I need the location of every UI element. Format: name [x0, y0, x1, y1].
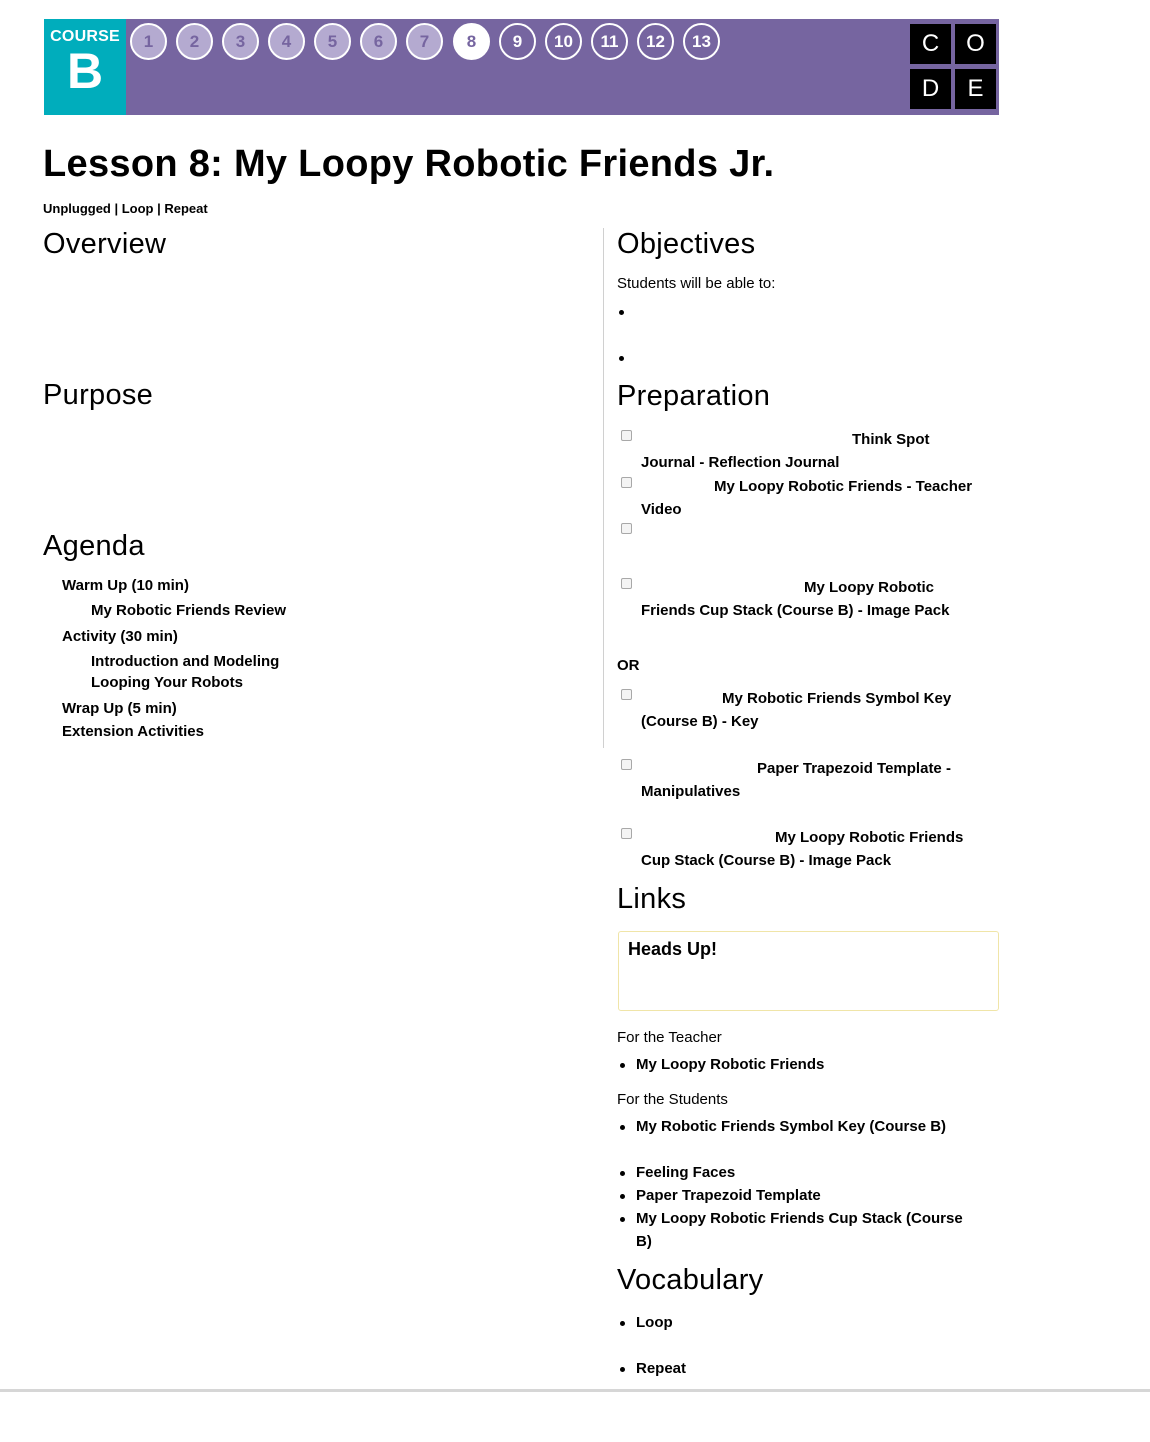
course-banner — [44, 19, 999, 115]
vocab-term: Loop — [636, 1314, 673, 1331]
lesson-link-6[interactable]: 6 — [360, 23, 397, 60]
prep-link[interactable]: My Robotic Friends Symbol Key — [722, 690, 952, 707]
agenda-extension-link[interactable]: Extension Activities — [62, 723, 204, 740]
agenda-intro-modeling-link[interactable]: Introduction and Modeling — [91, 653, 280, 670]
page-bottom-rule — [0, 1389, 1150, 1392]
objective-bullet — [619, 310, 624, 315]
prep-checkbox[interactable] — [621, 759, 632, 770]
for-teacher-label: For the Teacher — [617, 1029, 722, 1046]
or-label: OR — [617, 657, 640, 674]
prep-link[interactable]: Video — [641, 501, 682, 518]
lesson-link-13[interactable]: 13 — [683, 23, 720, 60]
prep-checkbox[interactable] — [621, 578, 632, 589]
prep-link[interactable]: Cup Stack (Course B) - Image Pack — [641, 852, 892, 869]
agenda-wrapup-link[interactable]: Wrap Up (5 min) — [62, 700, 177, 717]
objectives-intro: Students will be able to: — [617, 275, 776, 292]
vocab-term: Repeat — [636, 1360, 687, 1377]
bullet — [620, 1125, 625, 1130]
links-heading: Links — [617, 883, 687, 915]
logo-letter: E — [955, 69, 996, 109]
bullet — [620, 1063, 625, 1068]
lesson-link-10[interactable]: 10 — [545, 23, 582, 60]
agenda-activity-link[interactable]: Activity (30 min) — [62, 628, 178, 645]
teacher-link[interactable]: My Loopy Robotic Friends — [636, 1056, 825, 1073]
prep-checkbox[interactable] — [621, 689, 632, 700]
prep-link[interactable]: Journal - Reflection Journal — [641, 454, 840, 471]
prep-link[interactable]: Manipulatives — [641, 783, 741, 800]
column-divider — [603, 228, 604, 748]
agenda-looping-robots-link[interactable]: Looping Your Robots — [91, 674, 243, 691]
prep-link[interactable]: My Loopy Robotic Friends - Teacher — [714, 478, 973, 495]
prep-link[interactable]: Friends Cup Stack (Course B) - Image Pack — [641, 602, 950, 619]
student-link[interactable]: B) — [636, 1233, 652, 1250]
prep-checkbox[interactable] — [621, 828, 632, 839]
course-letter: B — [66, 43, 104, 99]
bullet — [620, 1194, 625, 1199]
prep-checkbox[interactable] — [621, 523, 632, 534]
prep-link[interactable]: (Course B) - Key — [641, 713, 759, 730]
prep-link[interactable]: My Loopy Robotic — [804, 579, 934, 596]
vocabulary-heading: Vocabulary — [617, 1264, 764, 1296]
student-link[interactable]: My Loopy Robotic Friends Cup Stack (Course — [636, 1210, 963, 1227]
lesson-link-1[interactable]: 1 — [130, 23, 167, 60]
prep-link[interactable]: My Loopy Robotic Friends — [775, 829, 964, 846]
lesson-link-5[interactable]: 5 — [314, 23, 351, 60]
logo-letter: D — [910, 69, 951, 109]
bullet — [620, 1217, 625, 1222]
prep-checkbox[interactable] — [621, 477, 632, 488]
lesson-tags: Unplugged | Loop | Repeat — [43, 201, 208, 216]
logo-letter: O — [955, 24, 996, 64]
lesson-link-7[interactable]: 7 — [406, 23, 443, 60]
lesson-link-3[interactable]: 3 — [222, 23, 259, 60]
bullet — [620, 1321, 625, 1326]
lesson-link-4[interactable]: 4 — [268, 23, 305, 60]
prep-link[interactable]: Paper Trapezoid Template - — [757, 760, 951, 777]
objectives-heading: Objectives — [617, 228, 756, 260]
lesson-link-8-current[interactable]: 8 — [453, 23, 490, 60]
lesson-link-11[interactable]: 11 — [591, 23, 628, 60]
overview-heading: Overview — [43, 228, 167, 260]
course-badge[interactable] — [44, 19, 126, 115]
logo-letter: C — [910, 24, 951, 64]
agenda-warmup-link[interactable]: Warm Up (10 min) — [62, 577, 189, 594]
agenda-warmup-review-link[interactable]: My Robotic Friends Review — [91, 602, 287, 619]
objective-bullet — [619, 356, 624, 361]
bullet — [620, 1367, 625, 1372]
lesson-link-2[interactable]: 2 — [176, 23, 213, 60]
lesson-link-12[interactable]: 12 — [637, 23, 674, 60]
lesson-link-9[interactable]: 9 — [499, 23, 536, 60]
preparation-heading: Preparation — [617, 380, 771, 412]
heads-up-callout — [618, 931, 999, 1011]
student-link[interactable]: Paper Trapezoid Template — [636, 1187, 821, 1204]
student-link[interactable]: Feeling Faces — [636, 1164, 736, 1181]
lesson-title: Lesson 8: My Loopy Robotic Friends Jr. — [43, 143, 775, 185]
bullet — [620, 1171, 625, 1176]
heads-up-title: Heads Up! — [628, 939, 718, 959]
student-link[interactable]: My Robotic Friends Symbol Key (Course B) — [636, 1118, 947, 1135]
code-org-logo[interactable] — [910, 24, 997, 109]
course-label: COURSE — [50, 28, 120, 45]
for-students-label: For the Students — [617, 1091, 728, 1108]
prep-link[interactable]: Think Spot — [852, 431, 930, 448]
prep-checkbox[interactable] — [621, 430, 632, 441]
purpose-heading: Purpose — [43, 379, 154, 411]
agenda-heading: Agenda — [43, 530, 145, 562]
